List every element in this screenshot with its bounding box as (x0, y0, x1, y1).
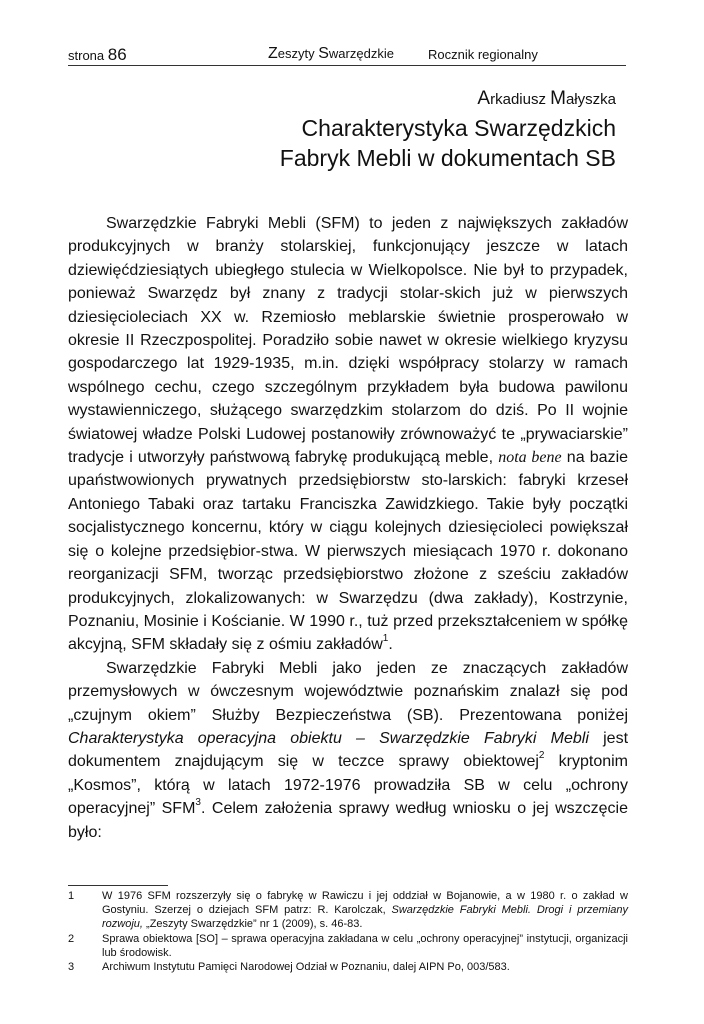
journal-word2: warzędzkie (328, 46, 394, 61)
author-first-initial: A (477, 88, 491, 109)
journal-initial-z: Z (268, 45, 278, 62)
footnote-2 (68, 932, 628, 960)
article-body (68, 212, 628, 844)
p2-text-c: kryptonim „Kosmos”, którą w latach 1972-1976 prowadziła SB w celu „ochrony operacyjnej” SFM (68, 753, 629, 818)
footnote-text: Archiwum Instytutu Pamięci Narodowej Odział w Poznaniu, dalej AIPN Po, 003/583. (102, 961, 510, 974)
p1-end: . (388, 636, 393, 654)
footnote-text: W 1976 SFM rozszerzyły się o fabrykę w Rawiczu i jej oddział w Bojanowie, a w 1980 r. o zakład w Gostyniu. Szerzej o dziejach SFM patrz: R. Karolczak, (102, 890, 628, 917)
footnote-ref-3[interactable]: 3 (195, 797, 201, 809)
footnote-number: 1 (68, 890, 75, 902)
p2-text-d: . Celem założenia sprawy według wniosku o jej wszczęcie było: (68, 800, 629, 841)
article-title (96, 113, 616, 173)
footnote-3 (68, 960, 628, 974)
p1-text-b: na bazie upaństwowionych prywatnych przedsiębiorstw sto-larskich: fabryki krzeseł Antoniego Tabaki oraz tartaku Franciszka Zawidzkiego. Takie były początki socjalistycznego koncernu, który w ciągu kolejnych dziesięcioleci powiększał się o kolejne przedsiębior-stwa. W pierwszych miesiącach 1970 r. dokonano reorganizacji SFM, tworząc przedsiębiorstwo złożone z sześciu zakładów produkcyjnych, zlokalizowanych: w Swarzędzu (dwa zakłady), Kostrzynie, Poznaniu, Mosinie i Kościanie. W 1990 r., tuż przed przekształceniem w spółkę akcyjną, SFM składały się z ośmiu zakładów (68, 449, 629, 654)
footnote-number: 2 (68, 932, 75, 945)
footnote-ref-2[interactable]: 2 (538, 750, 545, 762)
author-last-initial: M (550, 88, 566, 109)
footnote-text-end: „Zeszyty Swarzędzkie” nr 1 (2009), s. 46-83. (146, 918, 363, 931)
paragraph-1 (68, 212, 628, 657)
footnotes (68, 889, 628, 974)
author-name (477, 88, 616, 110)
p1-text-a: Swarzędzkie Fabryki Mebli (SFM) to jeden z największych zakładów produkcyjnych w branży stolarskiej, funkcjonujący jeszcze w latach dziewięćdziesiątych ubiegłego stulecia w Wielkopolsce. Nie był to przypadek, ponieważ Swarzędz był znany z tradycji stolar-skich już w pierwszych dziesięcioleciach XX w. Rzemiosło meblarskie świetnie prosperowało w okresie II Rzeczpospolitej. Poradziło sobie nawet w okresie wielkiego kryzysu gospodarczego lat 1929-1935, m.in. dzięki współpracy stolarzy w ramach wspólnego cechu, czego szczególnym przykładem była budowa pawilonu wystawienniczego, służącego swarzędzkim stolarzom do dziś. Po II wojnie światowej władze Polski Ludowej postanowiły zrównoważyć te „prywaciarskie” tradycje i utworzyły państwową fabrykę produkującą meble, (68, 215, 628, 467)
journal-name (268, 45, 394, 63)
footnote-citation-title: Swarzędzkie Fabryki Mebli. Drogi i przemiany rozwoju, (102, 904, 628, 931)
p2-text-b: jest dokumentem znajdującym się w teczce sprawy obiektowej (68, 729, 629, 771)
page-number (68, 45, 127, 65)
footnote-divider (68, 885, 168, 886)
page-number-value: 86 (107, 45, 127, 64)
running-header (68, 43, 626, 66)
paragraph-2 (68, 657, 628, 844)
author-first-rest: rkadiusz (490, 91, 551, 108)
author-last-rest: ałyszka (565, 91, 616, 108)
page-label: strona (68, 48, 105, 63)
journal-subtitle: Rocznik regionalny (428, 47, 538, 62)
p2-document-title: Charakterystyka operacyjna obiektu – Swarzędzkie Fabryki Mebli (68, 729, 589, 747)
footnote-text: Sprawa obiektowa [SO] – sprawa operacyjna zakładana w celu „ochrony operacyjnej” instytucji, organizacji lub środowisk. (102, 932, 628, 959)
footnote-number: 3 (68, 961, 75, 974)
journal-word1: eszyty (277, 46, 319, 61)
footnote-ref-1[interactable]: 1 (382, 633, 389, 645)
p2-text-a: Swarzędzkie Fabryki Mebli jako jeden ze znaczących zakładów przemysłowych w ówczesnym województwie poznańskim znalazł się pod „czujnym okiem” Służby Bezpieczeństwa (SB). Prezentowana poniżej (68, 659, 628, 724)
journal-initial-s: S (318, 45, 329, 62)
title-line-1: Charakterystyka Swarzędzkich (301, 115, 616, 141)
footnote-1 (68, 889, 628, 932)
p1-nota-bene: nota bene (498, 449, 562, 467)
title-line-2: Fabryk Mebli w dokumentach SB (279, 145, 616, 171)
